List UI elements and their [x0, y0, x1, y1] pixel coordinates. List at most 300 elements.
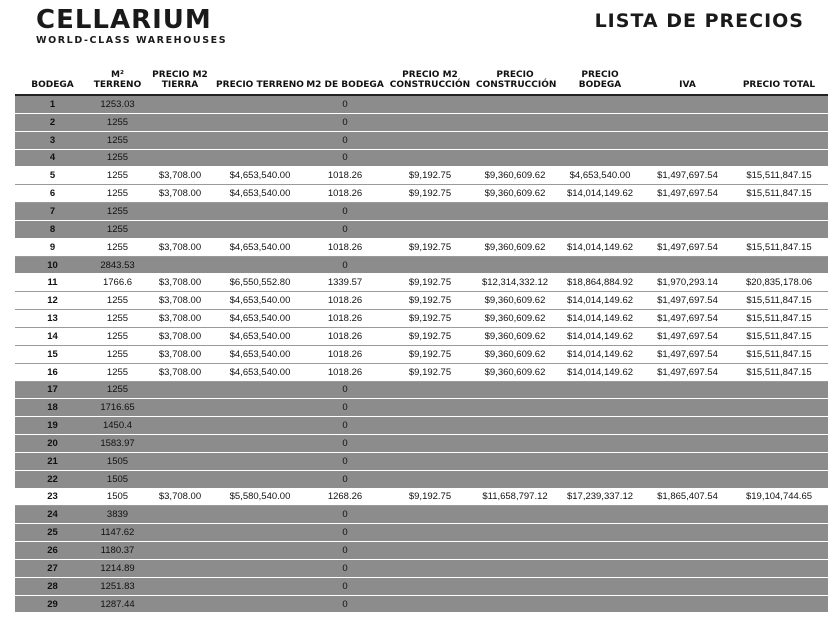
- cell-m2-bodega: 0: [305, 399, 385, 417]
- cell-iva: [645, 417, 730, 435]
- table-row: [15, 381, 828, 399]
- cell-precio-m2-construccion: [385, 220, 475, 238]
- brand-name: CELLARIUM: [36, 5, 212, 35]
- cell-precio-total: [730, 595, 828, 613]
- cell-iva: [645, 95, 730, 113]
- cell-precio-bodega: [555, 95, 645, 113]
- table-row: [15, 452, 828, 470]
- cell-precio-terreno: [215, 220, 305, 238]
- table-row: [15, 345, 828, 363]
- cell-bodega: 7: [15, 203, 90, 221]
- cell-precio-m2-tierra: [145, 524, 215, 542]
- table-row: [15, 203, 828, 221]
- cell-precio-m2-tierra: $3,708.00: [145, 327, 215, 345]
- cell-m2-terreno: 1255: [90, 345, 145, 363]
- header-m2-terreno: M² TERRENO: [90, 60, 145, 95]
- cell-m2-bodega: 0: [305, 470, 385, 488]
- cell-precio-construccion: $9,360,609.62: [475, 310, 555, 328]
- table-row: [15, 220, 828, 238]
- cell-precio-construccion: $9,360,609.62: [475, 345, 555, 363]
- cell-precio-m2-tierra: [145, 417, 215, 435]
- cell-precio-total: $15,511,847.15: [730, 310, 828, 328]
- cell-precio-terreno: [215, 435, 305, 453]
- cell-precio-m2-tierra: [145, 542, 215, 560]
- cell-precio-construccion: [475, 470, 555, 488]
- cell-iva: [645, 256, 730, 274]
- cell-precio-m2-tierra: $3,708.00: [145, 238, 215, 256]
- cell-precio-terreno: $4,653,540.00: [215, 238, 305, 256]
- cell-iva: $1,497,697.54: [645, 345, 730, 363]
- cell-m2-terreno: 1255: [90, 131, 145, 149]
- cell-precio-total: [730, 524, 828, 542]
- cell-precio-m2-construccion: [385, 595, 475, 613]
- cell-bodega: 17: [15, 381, 90, 399]
- cell-precio-bodega: [555, 399, 645, 417]
- cell-precio-total: [730, 542, 828, 560]
- cell-precio-m2-construccion: $9,192.75: [385, 185, 475, 203]
- cell-precio-m2-construccion: $9,192.75: [385, 274, 475, 292]
- cell-bodega: 29: [15, 595, 90, 613]
- cell-iva: $1,970,293.14: [645, 274, 730, 292]
- cell-iva: [645, 203, 730, 221]
- cell-precio-terreno: $5,580,540.00: [215, 488, 305, 506]
- cell-precio-construccion: [475, 595, 555, 613]
- cell-precio-construccion: [475, 417, 555, 435]
- cell-bodega: 26: [15, 542, 90, 560]
- cell-precio-m2-construccion: [385, 577, 475, 595]
- cell-precio-m2-construccion: $9,192.75: [385, 238, 475, 256]
- table-row: [15, 238, 828, 256]
- cell-precio-terreno: [215, 381, 305, 399]
- header-precio-terreno: PRECIO TERRENO: [215, 60, 305, 95]
- cell-m2-bodega: 0: [305, 113, 385, 131]
- cell-precio-m2-tierra: [145, 95, 215, 113]
- cell-precio-construccion: [475, 131, 555, 149]
- cell-precio-m2-construccion: [385, 149, 475, 167]
- cell-precio-total: [730, 506, 828, 524]
- cell-precio-terreno: [215, 559, 305, 577]
- cell-precio-terreno: [215, 417, 305, 435]
- cell-precio-m2-construccion: $9,192.75: [385, 292, 475, 310]
- cell-m2-bodega: 1018.26: [305, 292, 385, 310]
- cell-iva: $1,497,697.54: [645, 238, 730, 256]
- cell-m2-terreno: 1505: [90, 470, 145, 488]
- cell-precio-total: [730, 381, 828, 399]
- cell-precio-m2-construccion: $9,192.75: [385, 167, 475, 185]
- cell-precio-construccion: [475, 149, 555, 167]
- cell-precio-m2-tierra: $3,708.00: [145, 274, 215, 292]
- cell-bodega: 16: [15, 363, 90, 381]
- cell-precio-m2-tierra: [145, 559, 215, 577]
- cell-precio-terreno: [215, 95, 305, 113]
- cell-m2-terreno: 1716.65: [90, 399, 145, 417]
- cell-m2-terreno: 1255: [90, 327, 145, 345]
- cell-m2-terreno: 1450.4: [90, 417, 145, 435]
- header-precio-construccion: PRECIO CONSTRUCCIÓN: [475, 60, 555, 95]
- cell-bodega: 24: [15, 506, 90, 524]
- cell-iva: [645, 577, 730, 595]
- cell-m2-terreno: 1214.89: [90, 559, 145, 577]
- cell-m2-bodega: 1018.26: [305, 345, 385, 363]
- cell-bodega: 21: [15, 452, 90, 470]
- cell-precio-total: [730, 577, 828, 595]
- cell-precio-total: [730, 435, 828, 453]
- cell-iva: [645, 542, 730, 560]
- table-row: [15, 310, 828, 328]
- table-header-row: [15, 60, 828, 95]
- cell-bodega: 25: [15, 524, 90, 542]
- cell-precio-m2-tierra: [145, 470, 215, 488]
- cell-m2-bodega: 0: [305, 506, 385, 524]
- cell-bodega: 3: [15, 131, 90, 149]
- cell-precio-bodega: [555, 220, 645, 238]
- cell-bodega: 4: [15, 149, 90, 167]
- cell-precio-total: $15,511,847.15: [730, 238, 828, 256]
- cell-m2-bodega: 1018.26: [305, 238, 385, 256]
- table-row: [15, 131, 828, 149]
- cell-bodega: 11: [15, 274, 90, 292]
- cell-m2-terreno: 1583.97: [90, 435, 145, 453]
- cell-precio-terreno: $4,653,540.00: [215, 167, 305, 185]
- cell-precio-construccion: $9,360,609.62: [475, 292, 555, 310]
- cell-m2-bodega: 1018.26: [305, 310, 385, 328]
- cell-iva: [645, 452, 730, 470]
- cell-precio-terreno: $4,653,540.00: [215, 363, 305, 381]
- cell-precio-bodega: $14,014,149.62: [555, 345, 645, 363]
- cell-m2-bodega: 0: [305, 203, 385, 221]
- cell-precio-bodega: [555, 203, 645, 221]
- cell-precio-terreno: [215, 452, 305, 470]
- table-row: [15, 435, 828, 453]
- table-row: [15, 327, 828, 345]
- cell-bodega: 19: [15, 417, 90, 435]
- cell-m2-bodega: 1018.26: [305, 167, 385, 185]
- cell-precio-terreno: $6,550,552.80: [215, 274, 305, 292]
- cell-iva: $1,497,697.54: [645, 310, 730, 328]
- cell-precio-m2-construccion: [385, 435, 475, 453]
- cell-m2-bodega: 1339.57: [305, 274, 385, 292]
- cell-m2-bodega: 1268.26: [305, 488, 385, 506]
- table-row: [15, 595, 828, 613]
- cell-precio-total: [730, 95, 828, 113]
- cell-precio-total: [730, 203, 828, 221]
- table-row: [15, 95, 828, 113]
- cell-precio-construccion: [475, 435, 555, 453]
- cell-precio-total: $15,511,847.15: [730, 167, 828, 185]
- header-precio-m2-construccion: PRECIO M2 CONSTRUCCIÓN: [385, 60, 475, 95]
- table-row: [15, 292, 828, 310]
- cell-iva: [645, 524, 730, 542]
- cell-precio-terreno: $4,653,540.00: [215, 327, 305, 345]
- cell-precio-bodega: [555, 435, 645, 453]
- cell-bodega: 9: [15, 238, 90, 256]
- cell-precio-total: [730, 131, 828, 149]
- cell-precio-m2-construccion: $9,192.75: [385, 327, 475, 345]
- cell-bodega: 18: [15, 399, 90, 417]
- cell-m2-terreno: 1287.44: [90, 595, 145, 613]
- cell-m2-bodega: 0: [305, 381, 385, 399]
- price-table: [15, 60, 828, 613]
- cell-precio-bodega: [555, 113, 645, 131]
- header-precio-bodega: PRECIO BODEGA: [555, 60, 645, 95]
- cell-precio-total: $15,511,847.15: [730, 292, 828, 310]
- cell-bodega: 27: [15, 559, 90, 577]
- cell-bodega: 15: [15, 345, 90, 363]
- cell-m2-terreno: 1255: [90, 149, 145, 167]
- cell-m2-terreno: 1255: [90, 220, 145, 238]
- cell-precio-construccion: [475, 577, 555, 595]
- cell-precio-m2-tierra: [145, 595, 215, 613]
- cell-precio-m2-construccion: $9,192.75: [385, 363, 475, 381]
- cell-bodega: 10: [15, 256, 90, 274]
- cell-precio-terreno: [215, 506, 305, 524]
- cell-precio-bodega: $14,014,149.62: [555, 292, 645, 310]
- cell-precio-bodega: [555, 595, 645, 613]
- cell-precio-m2-construccion: [385, 381, 475, 399]
- cell-precio-construccion: [475, 381, 555, 399]
- cell-precio-m2-tierra: [145, 381, 215, 399]
- cell-precio-terreno: [215, 149, 305, 167]
- cell-precio-m2-construccion: [385, 559, 475, 577]
- header-bodega: BODEGA: [15, 60, 90, 95]
- cell-m2-bodega: 1018.26: [305, 327, 385, 345]
- cell-precio-terreno: [215, 399, 305, 417]
- cell-precio-m2-tierra: [145, 220, 215, 238]
- cell-precio-terreno: $4,653,540.00: [215, 310, 305, 328]
- cell-precio-m2-construccion: [385, 524, 475, 542]
- cell-precio-terreno: [215, 524, 305, 542]
- table-row: [15, 470, 828, 488]
- table-row: [15, 113, 828, 131]
- table-row: [15, 417, 828, 435]
- table-row: [15, 524, 828, 542]
- cell-m2-bodega: 0: [305, 417, 385, 435]
- cell-precio-terreno: [215, 595, 305, 613]
- cell-precio-total: $20,835,178.06: [730, 274, 828, 292]
- cell-precio-bodega: [555, 506, 645, 524]
- table-row: [15, 167, 828, 185]
- cell-precio-m2-construccion: [385, 452, 475, 470]
- cell-precio-m2-construccion: $9,192.75: [385, 345, 475, 363]
- cell-precio-construccion: $12,314,332.12: [475, 274, 555, 292]
- cell-precio-construccion: $11,658,797.12: [475, 488, 555, 506]
- cell-precio-total: [730, 113, 828, 131]
- cell-precio-total: [730, 149, 828, 167]
- header-precio-total: PRECIO TOTAL: [730, 60, 828, 95]
- cell-bodega: 13: [15, 310, 90, 328]
- cell-precio-bodega: [555, 131, 645, 149]
- cell-precio-terreno: $4,653,540.00: [215, 345, 305, 363]
- cell-precio-m2-tierra: $3,708.00: [145, 345, 215, 363]
- cell-precio-m2-tierra: [145, 256, 215, 274]
- cell-iva: $1,497,697.54: [645, 167, 730, 185]
- cell-precio-m2-construccion: [385, 95, 475, 113]
- cell-precio-total: [730, 256, 828, 274]
- cell-precio-bodega: [555, 417, 645, 435]
- cell-m2-terreno: 1255: [90, 292, 145, 310]
- cell-iva: $1,497,697.54: [645, 185, 730, 203]
- cell-m2-terreno: 1255: [90, 310, 145, 328]
- cell-precio-total: $19,104,744.65: [730, 488, 828, 506]
- cell-precio-construccion: $9,360,609.62: [475, 327, 555, 345]
- cell-bodega: 28: [15, 577, 90, 595]
- price-table-body: [15, 95, 828, 613]
- cell-iva: [645, 399, 730, 417]
- cell-precio-m2-construccion: [385, 470, 475, 488]
- cell-precio-m2-tierra: $3,708.00: [145, 292, 215, 310]
- table-row: [15, 559, 828, 577]
- cell-precio-m2-construccion: [385, 256, 475, 274]
- cell-precio-bodega: [555, 524, 645, 542]
- cell-iva: $1,497,697.54: [645, 292, 730, 310]
- brand-logo: [36, 6, 227, 46]
- cell-bodega: 6: [15, 185, 90, 203]
- cell-precio-m2-construccion: [385, 417, 475, 435]
- cell-m2-terreno: 1766.6: [90, 274, 145, 292]
- cell-iva: [645, 559, 730, 577]
- cell-precio-terreno: [215, 256, 305, 274]
- cell-bodega: 2: [15, 113, 90, 131]
- cell-precio-m2-tierra: [145, 452, 215, 470]
- cell-iva: $1,865,407.54: [645, 488, 730, 506]
- cell-m2-bodega: 0: [305, 95, 385, 113]
- cell-precio-construccion: [475, 452, 555, 470]
- table-row: [15, 185, 828, 203]
- cell-iva: $1,497,697.54: [645, 327, 730, 345]
- cell-precio-bodega: [555, 256, 645, 274]
- cell-precio-construccion: $9,360,609.62: [475, 238, 555, 256]
- cell-m2-bodega: 0: [305, 595, 385, 613]
- cell-precio-m2-tierra: [145, 577, 215, 595]
- cell-precio-m2-construccion: [385, 113, 475, 131]
- cell-precio-total: $15,511,847.15: [730, 185, 828, 203]
- cell-precio-m2-tierra: [145, 203, 215, 221]
- cell-iva: $1,497,697.54: [645, 363, 730, 381]
- cell-m2-bodega: 1018.26: [305, 185, 385, 203]
- brand-tagline: WORLD-CLASS WAREHOUSES: [36, 35, 228, 46]
- cell-precio-m2-construccion: $9,192.75: [385, 310, 475, 328]
- cell-m2-bodega: 0: [305, 256, 385, 274]
- cell-precio-construccion: [475, 113, 555, 131]
- cell-precio-construccion: [475, 506, 555, 524]
- cell-precio-terreno: [215, 470, 305, 488]
- cell-precio-bodega: [555, 381, 645, 399]
- cell-m2-terreno: 1255: [90, 363, 145, 381]
- table-row: [15, 363, 828, 381]
- cell-bodega: 5: [15, 167, 90, 185]
- cell-iva: [645, 435, 730, 453]
- cell-precio-bodega: $14,014,149.62: [555, 310, 645, 328]
- cell-precio-total: $15,511,847.15: [730, 327, 828, 345]
- cell-iva: [645, 149, 730, 167]
- cell-precio-terreno: [215, 131, 305, 149]
- cell-m2-terreno: 3839: [90, 506, 145, 524]
- cell-m2-bodega: 0: [305, 435, 385, 453]
- cell-precio-m2-tierra: $3,708.00: [145, 363, 215, 381]
- table-row: [15, 506, 828, 524]
- cell-m2-bodega: 0: [305, 452, 385, 470]
- cell-m2-bodega: 0: [305, 149, 385, 167]
- table-row: [15, 488, 828, 506]
- cell-m2-terreno: 1505: [90, 452, 145, 470]
- cell-precio-bodega: $18,864,884.92: [555, 274, 645, 292]
- cell-m2-bodega: 0: [305, 524, 385, 542]
- cell-precio-terreno: [215, 203, 305, 221]
- cell-precio-bodega: $4,653,540.00: [555, 167, 645, 185]
- cell-precio-bodega: [555, 470, 645, 488]
- cell-precio-terreno: $4,653,540.00: [215, 292, 305, 310]
- cell-precio-total: [730, 220, 828, 238]
- cell-precio-bodega: $14,014,149.62: [555, 238, 645, 256]
- cell-precio-m2-tierra: [145, 399, 215, 417]
- cell-m2-terreno: 1255: [90, 167, 145, 185]
- cell-precio-m2-construccion: [385, 399, 475, 417]
- header-precio-m2-tierra: PRECIO M2 TIERRA: [145, 60, 215, 95]
- cell-precio-total: [730, 417, 828, 435]
- header-m2-bodega: M2 DE BODEGA: [305, 60, 385, 95]
- cell-m2-terreno: 1255: [90, 185, 145, 203]
- cell-precio-total: [730, 399, 828, 417]
- cell-precio-construccion: [475, 542, 555, 560]
- cell-m2-terreno: 1253.03: [90, 95, 145, 113]
- cell-iva: [645, 506, 730, 524]
- cell-precio-m2-tierra: [145, 506, 215, 524]
- cell-m2-bodega: 0: [305, 559, 385, 577]
- table-row: [15, 149, 828, 167]
- cell-precio-total: [730, 470, 828, 488]
- table-row: [15, 399, 828, 417]
- cell-bodega: 1: [15, 95, 90, 113]
- cell-precio-m2-tierra: [145, 149, 215, 167]
- page-title: LISTA DE PRECIOS: [594, 10, 804, 32]
- table-row: [15, 542, 828, 560]
- table-row: [15, 577, 828, 595]
- cell-precio-bodega: $14,014,149.62: [555, 327, 645, 345]
- cell-m2-terreno: 1255: [90, 113, 145, 131]
- cell-precio-terreno: [215, 113, 305, 131]
- cell-precio-construccion: [475, 559, 555, 577]
- cell-precio-construccion: $9,360,609.62: [475, 185, 555, 203]
- cell-precio-m2-tierra: [145, 113, 215, 131]
- cell-precio-m2-tierra: $3,708.00: [145, 167, 215, 185]
- cell-iva: [645, 470, 730, 488]
- cell-m2-terreno: 1255: [90, 203, 145, 221]
- cell-iva: [645, 220, 730, 238]
- cell-precio-bodega: [555, 149, 645, 167]
- cell-precio-construccion: [475, 256, 555, 274]
- cell-precio-m2-construccion: [385, 131, 475, 149]
- cell-precio-m2-construccion: [385, 203, 475, 221]
- cell-precio-m2-tierra: $3,708.00: [145, 310, 215, 328]
- cell-precio-bodega: [555, 577, 645, 595]
- cell-precio-m2-construccion: [385, 542, 475, 560]
- cell-precio-construccion: $9,360,609.62: [475, 363, 555, 381]
- cell-precio-m2-construccion: $9,192.75: [385, 488, 475, 506]
- cell-m2-bodega: 0: [305, 131, 385, 149]
- cell-precio-m2-construccion: [385, 506, 475, 524]
- cell-iva: [645, 595, 730, 613]
- cell-precio-m2-tierra: [145, 435, 215, 453]
- cell-bodega: 22: [15, 470, 90, 488]
- cell-precio-construccion: [475, 524, 555, 542]
- cell-precio-total: [730, 559, 828, 577]
- table-row: [15, 274, 828, 292]
- cell-m2-terreno: 2843.53: [90, 256, 145, 274]
- cell-precio-terreno: $4,653,540.00: [215, 185, 305, 203]
- cell-m2-bodega: 0: [305, 577, 385, 595]
- cell-precio-terreno: [215, 577, 305, 595]
- cell-bodega: 8: [15, 220, 90, 238]
